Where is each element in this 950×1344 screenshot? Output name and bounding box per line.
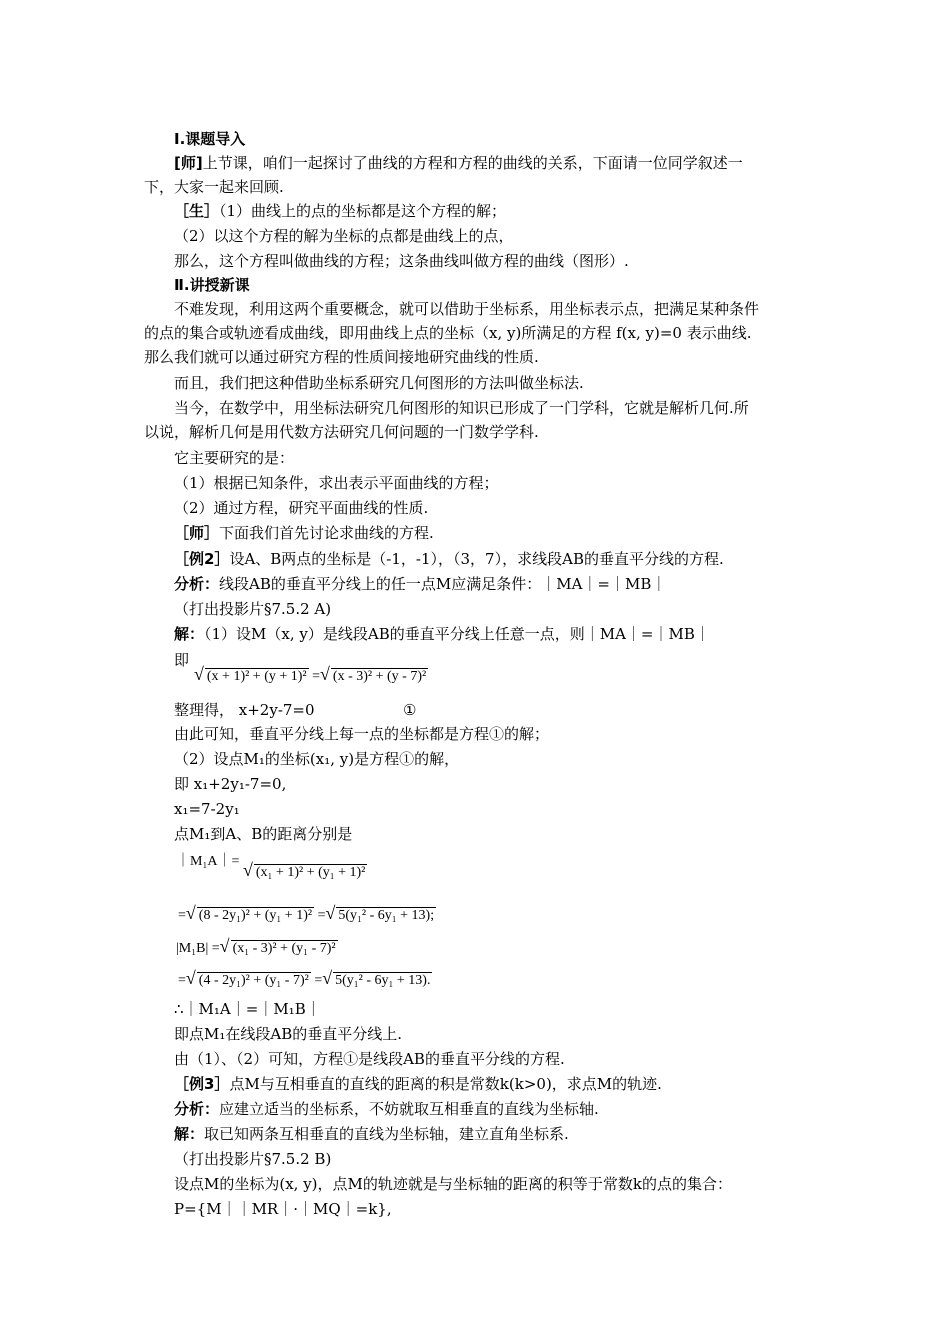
section-heading-lecture: Ⅱ.讲授新课: [174, 276, 250, 294]
paragraph: 由（1）、（2）可知，方程①是线段AB的垂直平分线的方程.: [174, 1050, 565, 1068]
paragraph: （2）以这个方程的解为坐标的点都是曲线上的点，: [174, 227, 514, 245]
example-3-statement: ［例3］点M与互相垂直的直线的距离的积是常数k(k>0)，求点M的轨迹.: [174, 1075, 662, 1093]
student-tag: ［生］: [174, 202, 220, 220]
teacher-tag: [师]: [174, 154, 203, 172]
therefore-line: ∴｜M₁A｜=｜M₁B｜: [174, 1000, 321, 1018]
paragraph: 而且，我们把这种借助坐标系研究几何图形的方法叫做坐标法.: [174, 374, 584, 392]
paragraph-cont: 下，大家一起来回顾.: [144, 178, 284, 196]
example-tag: ［例3］: [174, 1075, 230, 1093]
teacher-tag: ［师］: [174, 524, 220, 542]
list-item: （1）根据已知条件，求出表示平面曲线的方程；: [174, 474, 499, 492]
equation-distance: √ (x + 1)² + (y + 1)² =√ (x - 3)² + (y - 7)²: [194, 664, 427, 684]
paragraph: 不难发现，利用这两个重要概念，就可以借助于坐标系，用坐标表示点，把满足某种条件: [174, 300, 760, 318]
ji-label: 即: [174, 651, 190, 669]
section-heading-intro: Ⅰ.课题导入: [174, 130, 246, 148]
example-tag: ［例2］: [174, 550, 230, 568]
paragraph: ［生］（1）曲线上的点的坐标都是这个方程的解；: [174, 202, 507, 220]
example-3-analysis: 分析：应建立适当的坐标系，不妨就取互相垂直的直线为坐标轴.: [174, 1100, 599, 1118]
paragraph: 设点M的坐标为(x, y)，点M的轨迹就是与坐标轴的距离的积等于常数k的点的集合：: [174, 1175, 732, 1193]
equation-number: ①: [403, 701, 417, 719]
paragraph-cont: 那么我们就可以通过研究方程的性质间接地研究曲线的性质.: [144, 348, 539, 366]
example-2-solution: 解：（1）设M（x, y）是线段AB的垂直平分线上任意一点，则｜MA｜=｜MB｜: [174, 625, 710, 643]
example-3-solution: 解：取已知两条互相垂直的直线为坐标轴，建立直角坐标系.: [174, 1125, 569, 1143]
paragraph: 那么，这个方程叫做曲线的方程；这条曲线叫做方程的曲线（图形）.: [174, 252, 629, 270]
distance-m1a-expr: √ (x₁ + 1)² + (y₁ + 1)²: [243, 860, 366, 880]
distance-m1b-simplified: =√ (4 - 2y₁)² + (y₁ - 7)² =√ 5(y₁² - 6y₁ + 13).: [178, 968, 431, 988]
paragraph: 由此可知，垂直平分线上每一点的坐标都是方程①的解；: [174, 725, 550, 743]
example-2-analysis: 分析：线段AB的垂直平分线上的任一点M应满足条件：｜MA｜=｜MB｜: [174, 575, 667, 593]
paragraph: [师]上节课，咱们一起探讨了曲线的方程和方程的曲线的关系，下面请一位同学叙述一: [174, 154, 743, 172]
paragraph: ［师］下面我们首先讨论求曲线的方程.: [174, 524, 434, 542]
paragraph: 当今，在数学中，用坐标法研究几何图形的知识已形成了一门学科，它就是解析几何.所: [174, 399, 749, 417]
paragraph: 即点M₁在线段AB的垂直平分线上.: [174, 1025, 402, 1043]
paragraph: （2）设点M₁的坐标(x₁, y)是方程①的解，: [174, 750, 460, 768]
example-2-statement: ［例2］设A、B两点的坐标是（-1，-1），（3，7），求线段AB的垂直平分线的方程.: [174, 550, 724, 568]
paragraph: x₁=7-2y₁: [174, 800, 240, 818]
paragraph: 它主要研究的是：: [174, 449, 295, 467]
slide-note: （打出投影片§7.5.2 A): [174, 600, 332, 618]
paragraph: 即 x₁+2y₁-7=0,: [174, 775, 287, 793]
slide-note: （打出投影片§7.5.2 B): [174, 1150, 332, 1168]
distance-m1a-simplified: =√ (8 - 2y₁)² + (y₁ + 1)² =√ 5(y₁² - 6y₁ + 13);: [178, 903, 435, 923]
equation-result: 整理得， x+2y-7=0: [174, 701, 315, 719]
distance-m1a-label: ｜M₁A｜=: [176, 854, 240, 869]
set-expression: P={M｜｜MR｜·｜MQ｜=k},: [174, 1200, 392, 1218]
distance-m1b: |M₁B| =√ (x₁ - 3)² + (y₁ - 7)²: [176, 936, 336, 956]
list-item: （2）通过方程，研究平面曲线的性质.: [174, 499, 429, 517]
paragraph-cont: 以说，解析几何是用代数方法研究几何问题的一门数学学科.: [144, 423, 539, 441]
paragraph-cont: 的点的集合或轨迹看成曲线，即用曲线上点的坐标（x, y)所满足的方程 f(x, y)=0 表示曲线.: [144, 324, 752, 342]
paragraph: 点M₁到A、B的距离分别是: [174, 825, 353, 843]
